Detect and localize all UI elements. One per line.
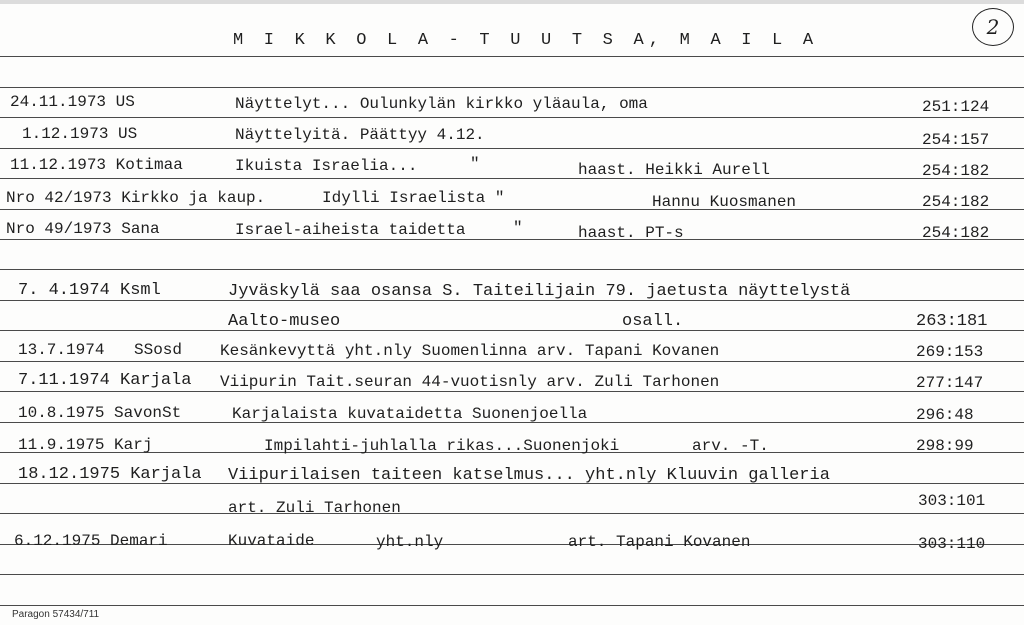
entry-text: Viipurilaisen taiteen katselmus... yht.nly Kluuvin galleria bbox=[228, 466, 830, 485]
entry-ref: 303:110 bbox=[918, 535, 986, 553]
ruled-line bbox=[0, 330, 1024, 331]
top-edge-band bbox=[0, 0, 1024, 4]
entry-ref: 277:147 bbox=[916, 374, 984, 392]
ruled-line bbox=[0, 239, 1024, 240]
entry-date: 6.12.1975 Demari bbox=[14, 532, 168, 550]
card-number-circle: 2 bbox=[972, 8, 1014, 46]
entry-ref: 298:99 bbox=[916, 437, 974, 455]
entry-note: osall. bbox=[622, 312, 684, 331]
entry-text: Viipurin Tait.seuran 44-vuotisnly arv. Zuli Tarhonen bbox=[220, 373, 720, 391]
entry-date: 24.11.1973 US bbox=[10, 93, 135, 111]
entry-date: 7.11.1974 Karjala bbox=[18, 371, 192, 390]
entry-text: Ikuista Israelia... bbox=[235, 157, 418, 175]
entry-ref: 269:153 bbox=[916, 343, 984, 361]
entry-source: SSosd bbox=[134, 341, 183, 359]
entry-text: Näyttelyt... Oulunkylän kirkko yläaula, oma bbox=[235, 95, 648, 113]
ruled-line bbox=[0, 117, 1024, 118]
entry-text: Israel-aiheista taidetta bbox=[235, 221, 466, 239]
entry-date: 11.12.1973 Kotimaa bbox=[10, 156, 183, 174]
ruled-line bbox=[0, 148, 1024, 149]
entry-ref: 296:48 bbox=[916, 406, 974, 424]
ruled-line bbox=[0, 269, 1024, 270]
card-title: M I K K O L A - T U U T S A, M A I L A bbox=[233, 31, 819, 50]
ruled-line bbox=[0, 605, 1024, 606]
ruled-line bbox=[0, 574, 1024, 575]
entry-date: 1.12.1973 US bbox=[22, 125, 138, 143]
entry-date: 11.9.1975 Karj bbox=[18, 436, 153, 454]
entry-ref: 254:157 bbox=[922, 131, 990, 149]
entry-ref: 254:182 bbox=[922, 193, 990, 211]
ruled-line bbox=[0, 209, 1024, 210]
entry-ref: 254:182 bbox=[922, 224, 990, 242]
entry-ref: 303:101 bbox=[918, 492, 986, 510]
entry-text: Impilahti-juhlalla rikas...Suonenjoki bbox=[264, 437, 620, 455]
entry-ref: 263:181 bbox=[916, 312, 988, 331]
entry-ditto: " bbox=[513, 219, 523, 237]
entry-text: Kesänkevyttä yht.nly Suomenlinna arv. Tapani Kovanen bbox=[220, 342, 720, 360]
printer-imprint: Paragon 57434/711 bbox=[12, 609, 100, 620]
entry-text: Kuvataide bbox=[228, 532, 315, 550]
entry-date: Nro 42/1973 Kirkko ja kaup. bbox=[6, 189, 266, 207]
entry-note: haast. PT-s bbox=[578, 224, 684, 242]
entry-text-continued: art. Zuli Tarhonen bbox=[228, 499, 401, 517]
entry-text: Karjalaista kuvataidetta Suonenjoella bbox=[232, 405, 588, 423]
ruled-line bbox=[0, 87, 1024, 88]
entry-date: 7. 4.1974 Ksml bbox=[18, 281, 161, 300]
entry-note: art. Tapani Kovanen bbox=[568, 533, 751, 551]
entry-date: 10.8.1975 SavonSt bbox=[18, 404, 182, 422]
entry-date: 18.12.1975 Karjala bbox=[18, 465, 202, 484]
entry-text-continued: yht.nly bbox=[376, 533, 444, 551]
entry-text: Näyttelyitä. Päättyy 4.12. bbox=[235, 126, 485, 144]
entry-note: haast. Heikki Aurell bbox=[578, 161, 771, 179]
entry-ref: 251:124 bbox=[922, 98, 990, 116]
ruled-line bbox=[0, 361, 1024, 362]
entry-text: Idylli Israelista " bbox=[322, 189, 505, 207]
entry-text: Jyväskylä saa osansa S. Taiteilijain 79. jaetusta näyttelystä bbox=[228, 282, 851, 301]
ruled-line bbox=[0, 513, 1024, 514]
ruled-line bbox=[0, 391, 1024, 392]
entry-note: Hannu Kuosmanen bbox=[652, 193, 797, 211]
entry-text-continued: Aalto-museo bbox=[228, 312, 341, 331]
entry-date: Nro 49/1973 Sana bbox=[6, 220, 160, 238]
entry-note: arv. -T. bbox=[692, 437, 769, 455]
entry-date: 13.7.1974 bbox=[18, 341, 105, 359]
entry-ref: 254:182 bbox=[922, 162, 990, 180]
ruled-line bbox=[0, 178, 1024, 179]
entry-ditto: " bbox=[470, 155, 480, 173]
header-rule bbox=[0, 56, 1024, 57]
